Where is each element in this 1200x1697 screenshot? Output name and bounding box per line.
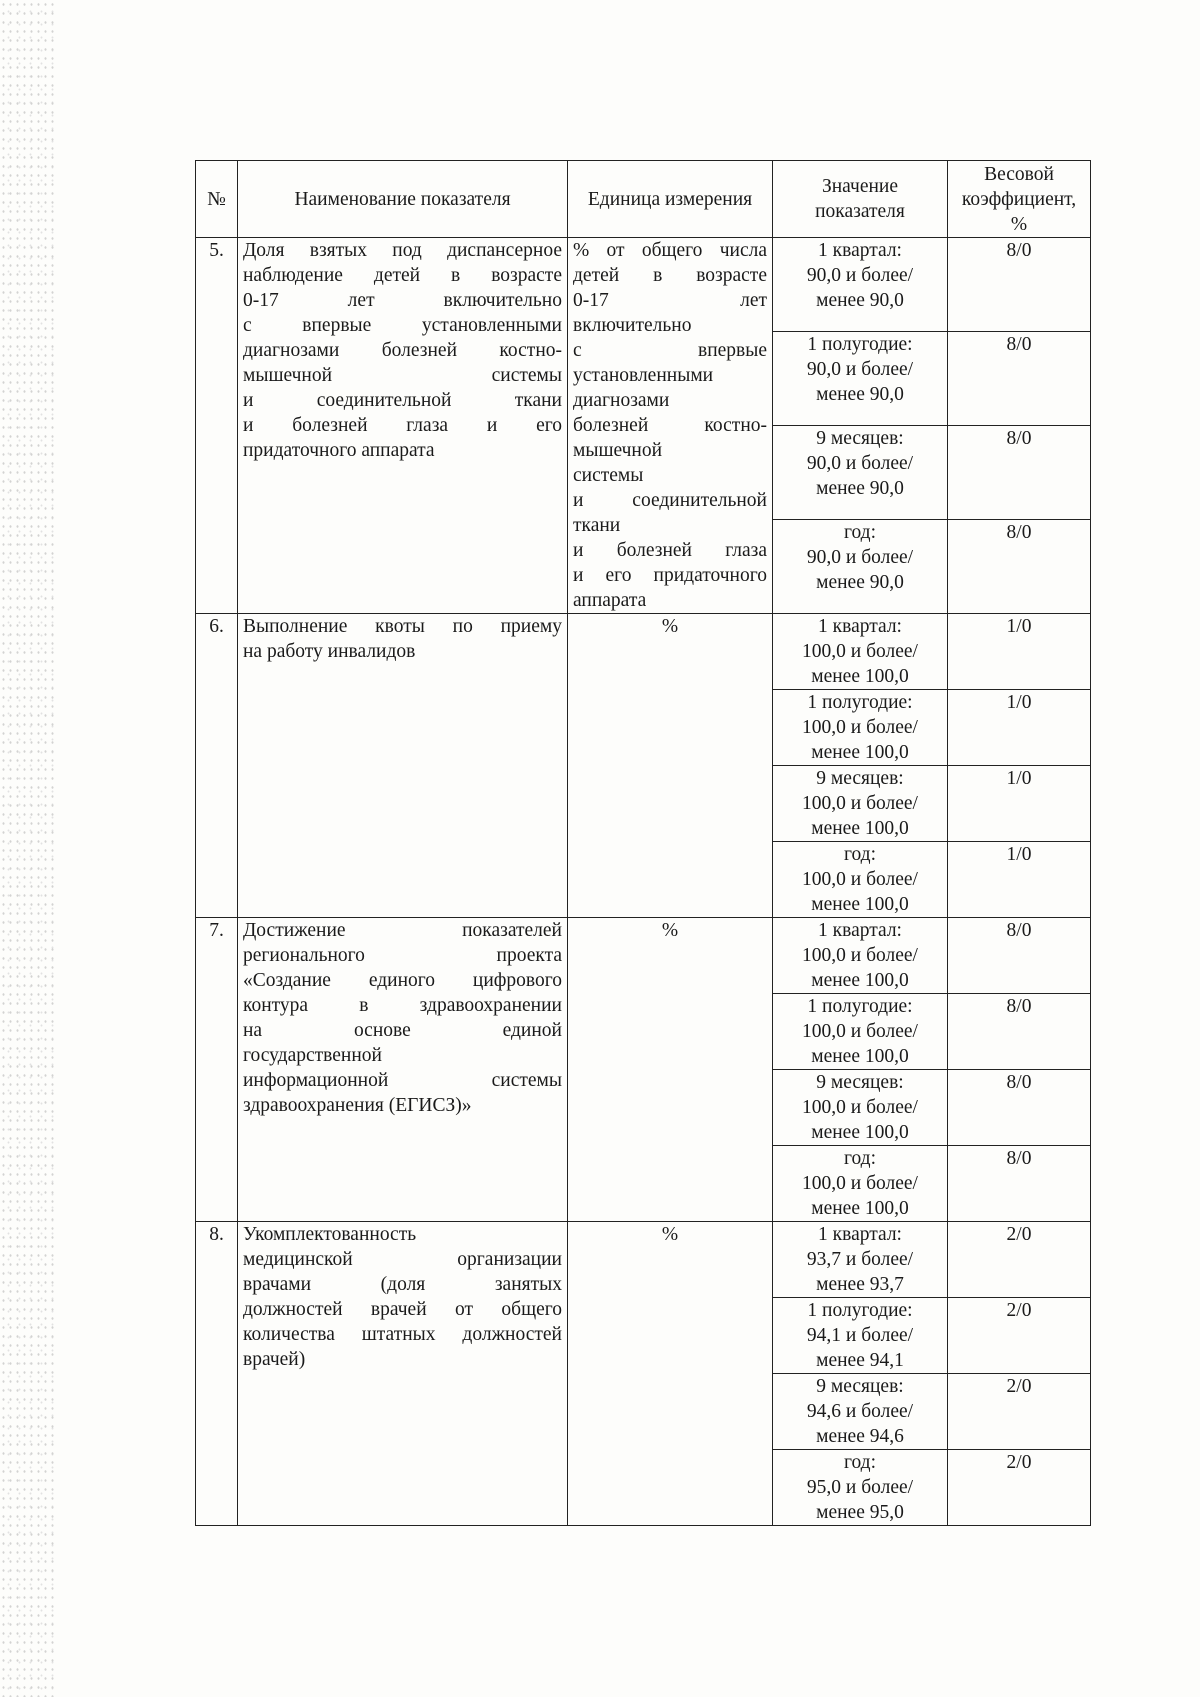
weight-coefficient: 1/0 (948, 766, 1091, 842)
value-above: 94,6 и более/ (806, 1401, 914, 1422)
weight-coefficient: 8/0 (948, 1146, 1091, 1222)
unit-line: диагнозами (573, 390, 670, 411)
value-below: менее 100,0 (811, 894, 909, 915)
indicator-name-line: государственной (243, 1045, 382, 1066)
weight-coefficient: 8/0 (948, 520, 1091, 614)
indicator-name (238, 918, 568, 1222)
value-period: год: (843, 1452, 877, 1473)
weight-coefficient: 1/0 (948, 690, 1091, 766)
unit-line: аппарата (573, 590, 647, 611)
row-number: 8. (196, 1222, 238, 1526)
value-above: 90,0 и более/ (806, 547, 914, 568)
value-period: год: (843, 844, 877, 865)
value-period: 9 месяцев: (816, 1072, 904, 1093)
value-below: менее 95,0 (816, 1502, 904, 1523)
unit-line: включительно (573, 315, 692, 336)
indicator-value (773, 1146, 948, 1222)
unit-line: установленными (573, 365, 714, 386)
indicator-name-line: Укомплектованность (243, 1224, 417, 1245)
weight-coefficient: 8/0 (948, 332, 1091, 426)
unit-line: и его придаточного (573, 565, 767, 586)
indicator-name-line: Выполнение квоты по приему (243, 616, 562, 637)
indicator-name-line: на работу инвалидов (243, 641, 416, 662)
value-above: 100,0 и более/ (802, 1021, 918, 1042)
table-row (196, 614, 1091, 690)
indicator-name-line: должностей врачей от общего (243, 1299, 562, 1320)
value-below: менее 100,0 (811, 1122, 909, 1143)
weight-coefficient: 8/0 (948, 994, 1091, 1070)
value-above: 100,0 и более/ (802, 717, 918, 738)
value-below: менее 94,6 (816, 1426, 904, 1447)
value-below: менее 90,0 (816, 572, 904, 593)
indicator-value (773, 238, 948, 332)
unit-cell (568, 918, 773, 1222)
value-period: 1 квартал: (818, 1224, 902, 1245)
unit-line: 0-17 лет (573, 290, 767, 311)
value-below: менее 100,0 (811, 818, 909, 839)
value-above: 94,1 и более/ (806, 1325, 914, 1346)
value-above: 90,0 и более/ (806, 265, 914, 286)
indicator-name-line: медицинской организации (243, 1249, 562, 1270)
header-num: № (196, 161, 238, 238)
header-row (196, 161, 1091, 238)
weight-coefficient: 2/0 (948, 1222, 1091, 1298)
table-header (196, 161, 1091, 238)
header-weight: Весовой коэффициент, % (948, 161, 1091, 238)
value-period: 1 квартал: (818, 240, 902, 261)
indicator-name-line: наблюдение детей в возрасте (243, 265, 562, 286)
value-period: 1 квартал: (818, 920, 902, 941)
indicator-name-line: 0-17 лет включительно (243, 290, 562, 311)
value-period: 9 месяцев: (816, 428, 904, 449)
indicator-name-line: на основе единой (243, 1020, 562, 1041)
unit-line: с впервые (573, 340, 767, 361)
indicator-name-line: с впервые установленными (243, 315, 562, 336)
header-name: Наименование показателя (238, 161, 568, 238)
value-above: 100,0 и более/ (802, 869, 918, 890)
table-body (196, 238, 1091, 1526)
indicator-name-line: регионального проекта (243, 945, 562, 966)
indicator-name-line: и болезней глаза и его (243, 415, 562, 436)
unit-line: и соединительной (573, 490, 767, 511)
unit-line: ткани (573, 515, 621, 536)
value-below: менее 90,0 (816, 478, 904, 499)
unit-line: % (661, 1224, 679, 1245)
weight-coefficient: 8/0 (948, 238, 1091, 332)
row-number: 5. (196, 238, 238, 614)
weight-coefficient: 8/0 (948, 1070, 1091, 1146)
value-above: 90,0 и более/ (806, 453, 914, 474)
value-above: 90,0 и более/ (806, 359, 914, 380)
indicator-name-line: врачами (доля занятых (243, 1274, 562, 1295)
unit-line: % от общего числа (573, 240, 767, 261)
value-above: 93,7 и более/ (806, 1249, 914, 1270)
indicator-value (773, 690, 948, 766)
value-below: менее 100,0 (811, 970, 909, 991)
indicator-name-line: количества штатных должностей (243, 1324, 562, 1345)
weight-coefficient: 2/0 (948, 1298, 1091, 1374)
value-above: 100,0 и более/ (802, 1097, 918, 1118)
value-above: 100,0 и более/ (802, 793, 918, 814)
weight-coefficient: 1/0 (948, 614, 1091, 690)
indicator-value (773, 994, 948, 1070)
value-below: менее 94,1 (816, 1350, 904, 1371)
weight-coefficient: 1/0 (948, 842, 1091, 918)
indicator-value (773, 332, 948, 426)
indicator-name-line: контура в здравоохранении (243, 995, 562, 1016)
table-row (196, 918, 1091, 994)
value-below: менее 100,0 (811, 742, 909, 763)
value-below: менее 100,0 (811, 1198, 909, 1219)
unit-cell (568, 614, 773, 918)
unit-line: детей в возрасте (573, 265, 767, 286)
unit-line: % (661, 920, 679, 941)
value-period: 1 полугодие: (807, 996, 913, 1017)
unit-line: мышечной (573, 440, 663, 461)
indicator-value (773, 1070, 948, 1146)
indicator-name-line: мышечной системы (243, 365, 562, 386)
indicator-name-line: придаточного аппарата (243, 440, 435, 461)
table-row (196, 1222, 1091, 1298)
row-number: 6. (196, 614, 238, 918)
value-below: менее 90,0 (816, 384, 904, 405)
weight-coefficient: 8/0 (948, 426, 1091, 520)
unit-line: % (661, 616, 679, 637)
value-period: 1 квартал: (818, 616, 902, 637)
value-period: год: (843, 1148, 877, 1169)
indicator-name (238, 614, 568, 918)
value-period: 1 полугодие: (807, 334, 913, 355)
unit-line: системы (573, 465, 644, 486)
indicator-name-line: Достижение показателей (243, 920, 562, 941)
value-above: 100,0 и более/ (802, 1173, 918, 1194)
indicator-name-line: и соединительной ткани (243, 390, 562, 411)
indicators-table (195, 160, 1091, 1526)
value-period: год: (843, 522, 877, 543)
indicator-name-line: здравоохранения (ЕГИСЗ)» (243, 1095, 472, 1116)
header-unit: Единица измерения (568, 161, 773, 238)
indicator-value (773, 614, 948, 690)
unit-cell (568, 238, 773, 614)
unit-line: и болезней глаза (573, 540, 767, 561)
value-period: 9 месяцев: (816, 768, 904, 789)
indicator-value (773, 1374, 948, 1450)
value-period: 9 месяцев: (816, 1376, 904, 1397)
weight-coefficient: 8/0 (948, 918, 1091, 994)
value-below: менее 100,0 (811, 666, 909, 687)
indicator-value (773, 842, 948, 918)
value-above: 100,0 и более/ (802, 945, 918, 966)
indicator-name-line: информационной системы (243, 1070, 562, 1091)
indicator-value (773, 918, 948, 994)
indicator-value (773, 426, 948, 520)
indicator-value (773, 1450, 948, 1526)
value-below: менее 100,0 (811, 1046, 909, 1067)
indicator-name-line: врачей) (243, 1349, 306, 1370)
weight-coefficient: 2/0 (948, 1374, 1091, 1450)
value-period: 1 полугодие: (807, 1300, 913, 1321)
indicator-name-line: «Создание единого цифрового (243, 970, 562, 991)
indicator-name (238, 238, 568, 614)
value-above: 100,0 и более/ (802, 641, 918, 662)
scan-edge-noise (0, 0, 58, 1697)
table-row (196, 238, 1091, 332)
indicator-name-line: Доля взятых под диспансерное (243, 240, 562, 261)
indicator-value (773, 1222, 948, 1298)
value-above: 95,0 и более/ (806, 1477, 914, 1498)
row-number: 7. (196, 918, 238, 1222)
indicator-name (238, 1222, 568, 1526)
header-value: Значение показателя (773, 161, 948, 238)
unit-cell (568, 1222, 773, 1526)
indicator-name-line: диагнозами болезней костно- (243, 340, 562, 361)
unit-line: болезней костно- (573, 415, 767, 436)
weight-coefficient: 2/0 (948, 1450, 1091, 1526)
value-below: менее 90,0 (816, 290, 904, 311)
value-below: менее 93,7 (816, 1274, 904, 1295)
indicator-value (773, 520, 948, 614)
indicator-value (773, 1298, 948, 1374)
indicator-value (773, 766, 948, 842)
value-period: 1 полугодие: (807, 692, 913, 713)
